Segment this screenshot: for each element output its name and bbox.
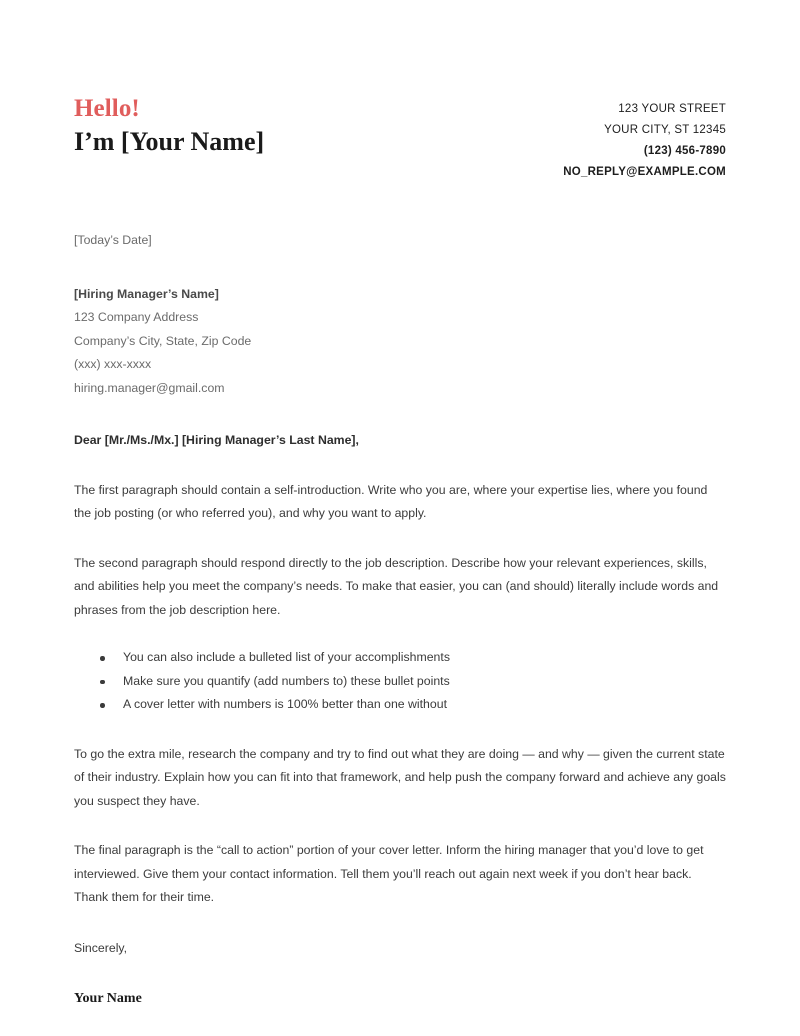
recipient-block <box>74 283 726 401</box>
list-item: A cover letter with numbers is 100% better than one without <box>74 693 726 717</box>
accomplishments-list <box>74 646 726 717</box>
recipient-phone: (xxx) xxx-xxxx <box>74 357 152 371</box>
signature-name: Your Name <box>74 991 142 1006</box>
closing-salutation: Sincerely, <box>74 940 128 955</box>
sender-contact-block <box>563 94 726 183</box>
body-paragraph-1: The first paragraph should contain a self-introduction. Write who you are, where your expertise lies, where you found the job posting (or who referred you), and why you want to apply. <box>74 482 708 520</box>
letterhead <box>74 0 726 183</box>
greeting-heading: Hello! <box>74 95 140 122</box>
body-paragraph-3: To go the extra mile, research the company and try to find out what they are doing — and why — given the current state of their industry. Explain how you can fit into that framework, and help push the company forward and achieve any goals you suspect they have. <box>74 746 726 808</box>
letter-body <box>74 229 726 1011</box>
recipient-email: hiring.manager@gmail.com <box>74 380 225 395</box>
sender-phone: (123) 456-7890 <box>643 145 726 157</box>
sender-city-state-zip: YOUR CITY, ST 12345 <box>604 124 726 136</box>
recipient-city-state-zip: Company’s City, State, Zip Code <box>74 333 252 348</box>
recipient-address: 123 Company Address <box>74 310 199 324</box>
recipient-name: [Hiring Manager’s Name] <box>74 286 219 301</box>
body-paragraph-4: The final paragraph is the “call to action” portion of your cover letter. Inform the hiring manager that you’d love to get interviewed. Give them your contact information. Tell them you’ll reach out again next week if you don’t hear back. Thank them for their time. <box>74 843 704 904</box>
body-paragraph-2: The second paragraph should respond directly to the job description. Describe how your relevant experiences, skills, and abilities help you meet the company’s needs. To make that easier, you can (and should) literally include words and phrases from the job description here. <box>74 555 719 617</box>
sender-name-heading: I’m [Your Name] <box>74 127 265 156</box>
sender-email: NO_REPLY@EXAMPLE.COM <box>563 166 726 178</box>
list-item: Make sure you quantify (add numbers to) these bullet points <box>74 670 726 694</box>
sender-identity <box>74 94 264 157</box>
sender-street: 123 YOUR STREET <box>618 103 726 115</box>
letter-date: [Today’s Date] <box>74 233 152 247</box>
list-item: You can also include a bulleted list of your accomplishments <box>74 646 726 670</box>
salutation: Dear [Mr./Ms./Mx.] [Hiring Manager’s Last Name], <box>74 433 359 447</box>
